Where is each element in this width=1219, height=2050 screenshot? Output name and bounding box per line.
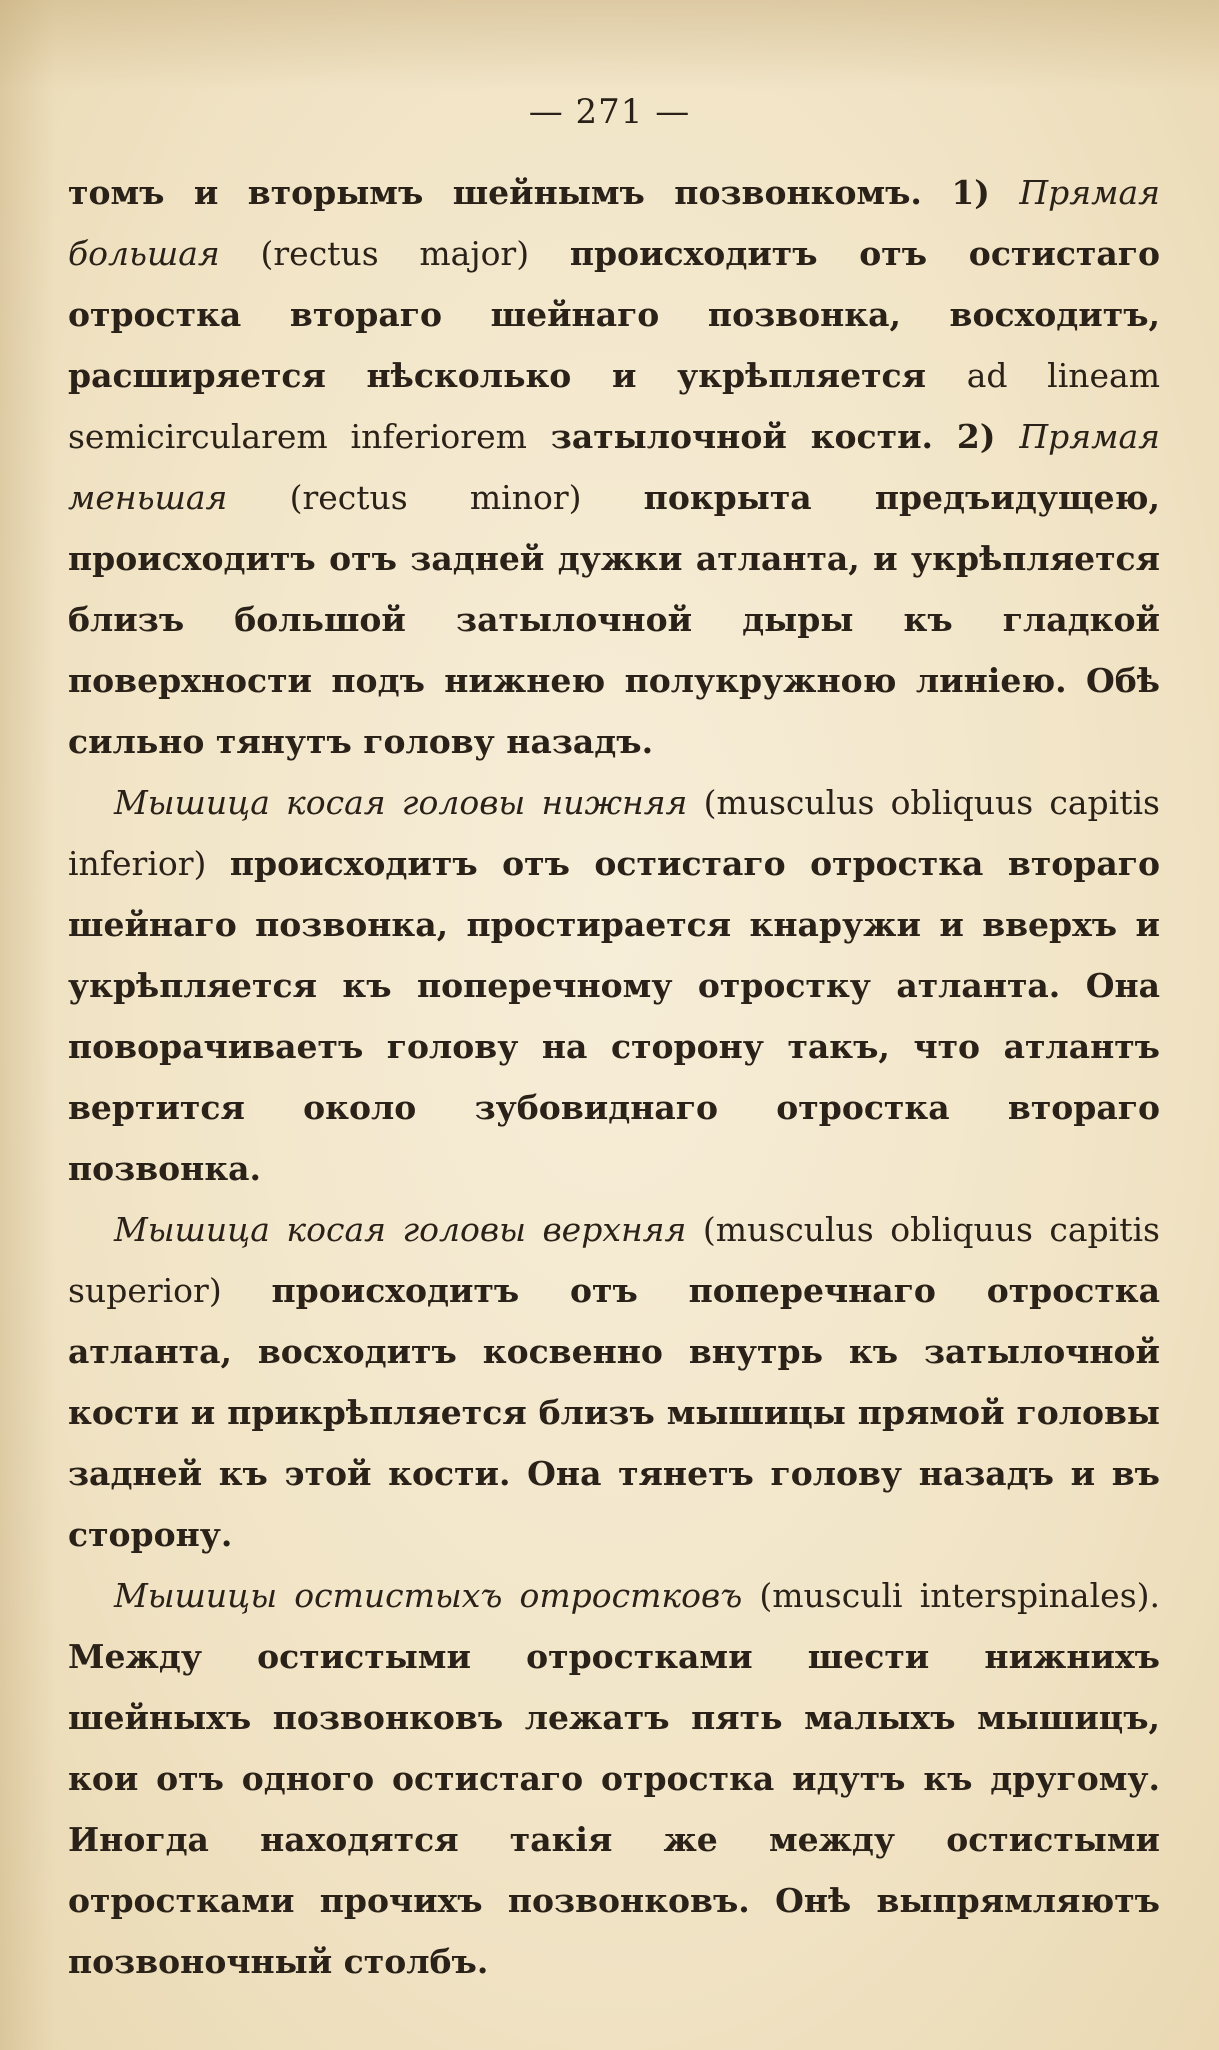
paragraph-obliquus-inferior bbox=[68, 772, 1160, 1199]
term-rectus-major: Прямая большая bbox=[68, 173, 1160, 273]
paper-stain-left bbox=[0, 0, 55, 2050]
page-number: — 271 — bbox=[528, 92, 691, 132]
latin-term: ad lineam semicircularem inferiorem bbox=[68, 356, 1160, 456]
segment: покрыта предъидущею, происходитъ отъ задней дужки атланта, и укрѣпляется близъ большой затылочной дыры къ гладкой поверхности подъ нижнею полукружною линіею. Обѣ сильно тянутъ голову назадъ. bbox=[68, 478, 1160, 761]
paragraph-obliquus-superior bbox=[68, 1199, 1160, 1565]
latin-term: (musculi interspinales). bbox=[742, 1576, 1160, 1615]
term-rectus-minor: Прямая меньшая bbox=[68, 417, 1161, 517]
latin-term: (musculus obliquus capitis superior) bbox=[68, 1210, 1160, 1310]
segment: происходитъ отъ остистаго отростка втораго шейнаго позвонка, простирается кнаружи и вверхъ и укрѣпляется къ поперечному отростку атланта. Она поворачиваетъ голову на сторону такъ, что атлантъ вертится около зубовиднаго отростка втораго позвонка. bbox=[68, 844, 1160, 1188]
paper-stain-top bbox=[0, 0, 1219, 90]
latin-term: (musculus obliquus capitis inferior) bbox=[68, 783, 1160, 883]
latin-term: (rectus major) bbox=[219, 234, 570, 273]
paragraph-interspinales bbox=[68, 1565, 1160, 1992]
segment: томъ и вторымъ шейнымъ позвонкомъ. 1) bbox=[68, 173, 1020, 212]
body-text bbox=[68, 162, 1160, 1992]
paragraph-rectus bbox=[68, 162, 1160, 772]
segment: происходитъ отъ остистаго отростка втораго шейнаго позвонка, восходитъ, расширяется нѣсколько и укрѣпляется bbox=[68, 234, 1160, 395]
segment: затылочной кости. 2) bbox=[526, 417, 1020, 456]
segment: Между остистыми отростками шести нижнихъ шейныхъ позвонковъ лежатъ пять малыхъ мышицъ, кои отъ одного остистаго отростка идутъ къ другому. Иногда находятся такія же между остистыми отростками прочихъ позвонковъ. Онѣ выпрямляютъ позвоночный столбъ. bbox=[68, 1637, 1160, 1981]
segment: происходитъ отъ поперечнаго отростка атланта, восходитъ косвенно внутрь къ затылочной кости и прикрѣпляется близъ мышицы прямой головы задней къ этой кости. Она тянетъ голову назадъ и въ сторону. bbox=[68, 1271, 1160, 1554]
term-obliquus-inferior: Мышица косая головы нижняя bbox=[114, 783, 688, 822]
term-interspinales: Мышицы остистыхъ отростковъ bbox=[114, 1576, 743, 1615]
term-obliquus-superior: Мышица косая головы верхняя bbox=[114, 1210, 687, 1249]
latin-term: (rectus minor) bbox=[227, 478, 644, 517]
